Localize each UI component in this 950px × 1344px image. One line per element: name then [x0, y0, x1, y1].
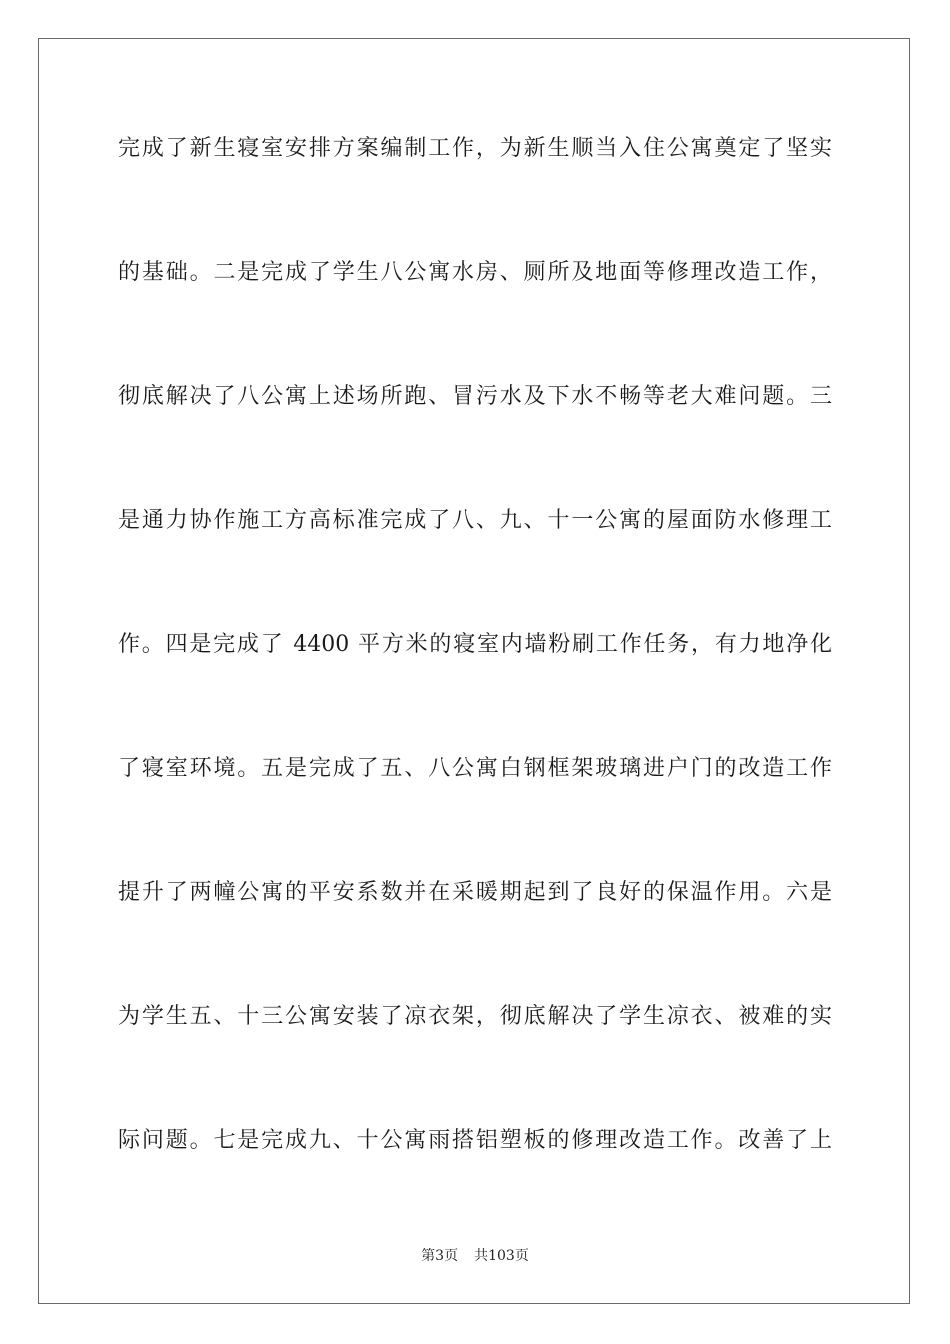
text-line: 了寝室环境。五是完成了五、八公寓白钢框架玻璃进户门的改造工作 [118, 756, 832, 781]
text-line: 作。四是完成了 4400 平方米的寝室内墙粉刷工作任务，有力地净化 [118, 632, 832, 657]
text-line: 是通力协作施工方高标准完成了八、九、十一公寓的屋面防水修理工 [118, 508, 832, 533]
text-line: 提升了两幢公寓的平安系数并在采暖期起到了良好的保温作用。六是 [118, 880, 832, 905]
text-line: 彻底解决了八公寓上述场所跑、冒污水及下水不畅等老大难问题。三 [118, 384, 832, 409]
text-line: 际问题。七是完成九、十公寓雨搭铝塑板的修理改造工作。改善了上 [118, 1128, 832, 1153]
text-line: 为学生五、十三公寓安装了凉衣架，彻底解决了学生凉衣、被难的实 [118, 1004, 832, 1029]
document-body [118, 128, 832, 1244]
text-line: 的基础。二是完成了学生八公寓水房、厕所及地面等修理改造工作， [118, 260, 832, 285]
page-total: 共103页 [474, 1248, 529, 1264]
page-footer [0, 1246, 950, 1266]
text-line: 完成了新生寝室安排方案编制工作，为新生顺当入住公寓奠定了坚实 [118, 136, 832, 161]
page-number: 第3页 [421, 1248, 459, 1264]
